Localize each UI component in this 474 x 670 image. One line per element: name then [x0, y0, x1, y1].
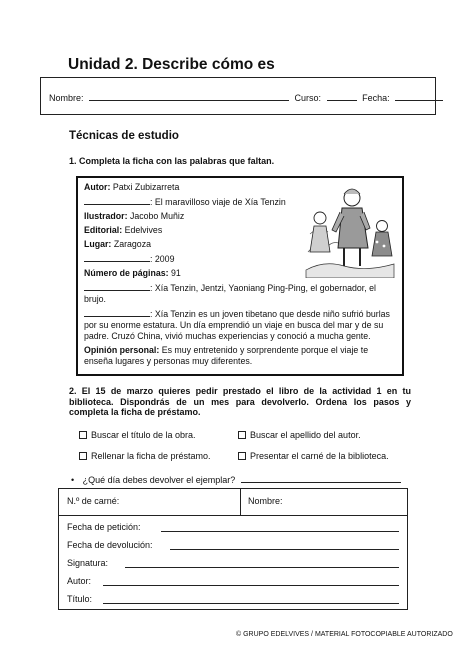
student-info-row — [49, 92, 446, 103]
request-date-field[interactable] — [161, 531, 399, 532]
page-title: Unidad 2. Describe cómo es — [68, 56, 275, 73]
section-title: Técnicas de estudio — [69, 130, 179, 142]
course-field[interactable] — [327, 92, 357, 101]
loan-form — [58, 488, 408, 610]
name-label: Nombre: — [248, 496, 283, 506]
activity-1-instruction — [69, 156, 274, 166]
option-label: Presentar el carné de la biblioteca. — [250, 451, 389, 461]
question-text: ¿Qué día debes devolver el ejemplar? — [82, 475, 236, 485]
opinion-row — [84, 345, 394, 367]
summary-row — [84, 308, 394, 342]
characters-value: : Xía Tenzin, Jentzi, Yaoniang Ping-Ping, el gobernador, el brujo. — [84, 283, 376, 304]
divider — [59, 515, 407, 516]
name-label: Nombre: — [49, 93, 84, 103]
opinion-label: Opinión personal: — [84, 345, 160, 355]
illustrator-label: Ilustrador: — [84, 211, 128, 221]
date-field[interactable] — [395, 92, 443, 101]
title-blank[interactable] — [84, 196, 150, 205]
title-field[interactable] — [103, 603, 399, 604]
return-date-field[interactable] — [170, 549, 399, 550]
publisher-value: Edelvives — [124, 225, 163, 235]
summary-blank[interactable] — [84, 308, 150, 317]
checkbox-icon[interactable] — [79, 431, 87, 439]
card-number-label: N.º de carné: — [67, 496, 120, 506]
summary-value: : Xía Tenzin es un joven tibetano que desde niño sufrió burlas por su enorme estatura. Un día emprendió un viaje en busca del mar y de su padre. Cruzó China, vivió muchas experiencias y conoció a mucha gente. — [84, 309, 390, 341]
title-label: Título: — [67, 594, 93, 604]
book-card — [76, 176, 404, 376]
author-value: Patxi Zubizarreta — [112, 182, 180, 192]
date-label: Fecha: — [362, 93, 390, 103]
signature-field[interactable] — [125, 567, 399, 568]
activity-2-text: El 15 de marzo quieres pedir prestado el libro de la actividad 1 en tu biblioteca. Dispondrás de un mes para devolverlo. Ordena los pasos y completa la ficha de préstamo. — [69, 386, 411, 417]
option-search-title[interactable] — [79, 430, 196, 440]
activity-2-number: 2. — [69, 386, 77, 396]
characters-row — [84, 282, 394, 305]
option-label: Buscar el apellido del autor. — [250, 430, 361, 440]
publisher-label: Editorial: — [84, 225, 123, 235]
title-value: : El maravilloso viaje de Xía Tenzin — [150, 197, 286, 207]
option-present-card[interactable] — [238, 451, 389, 461]
signature-label: Signatura: — [67, 558, 109, 568]
footer-copyright: © GRUPO EDELVIVES / MATERIAL FOTOCOPIABLE AUTORIZADO — [236, 631, 453, 638]
request-date-label: Fecha de petición: — [67, 522, 141, 532]
checkbox-icon[interactable] — [238, 431, 246, 439]
answer-field[interactable] — [241, 474, 401, 483]
name-field[interactable] — [89, 92, 289, 101]
author-label: Autor: — [67, 576, 92, 586]
year-value: : 2009 — [150, 254, 175, 264]
author-field[interactable] — [103, 585, 399, 586]
divider — [240, 489, 241, 515]
bullet-icon: • — [71, 475, 75, 485]
place-value: Zaragoza — [113, 239, 151, 249]
year-blank[interactable] — [84, 253, 150, 262]
characters-blank[interactable] — [84, 282, 150, 291]
pages-label: Número de páginas: — [84, 268, 169, 278]
activity-2-instruction — [69, 386, 411, 418]
opinion-value: Es muy entretenido y sorprendente porque el viaje te enseña lugares y personas muy diferentes. — [84, 345, 369, 366]
return-date-question — [71, 474, 404, 485]
activity-1-number: 1. — [69, 156, 77, 166]
place-label: Lugar: — [84, 239, 112, 249]
student-info-box — [40, 77, 436, 115]
illustrator-value: Jacobo Muñiz — [129, 211, 185, 221]
book-illustration-image — [304, 182, 396, 278]
checkbox-icon[interactable] — [79, 452, 87, 460]
author-label: Autor: — [84, 182, 111, 192]
pages-value: 91 — [171, 268, 181, 278]
option-fill-form[interactable] — [79, 451, 211, 461]
activity-1-text: Completa la ficha con las palabras que faltan. — [79, 156, 275, 166]
option-label: Rellenar la ficha de préstamo. — [91, 451, 211, 461]
checkbox-icon[interactable] — [238, 452, 246, 460]
option-search-author[interactable] — [238, 430, 361, 440]
course-label: Curso: — [294, 93, 322, 103]
option-label: Buscar el título de la obra. — [91, 430, 196, 440]
return-date-label: Fecha de devolución: — [67, 540, 153, 550]
